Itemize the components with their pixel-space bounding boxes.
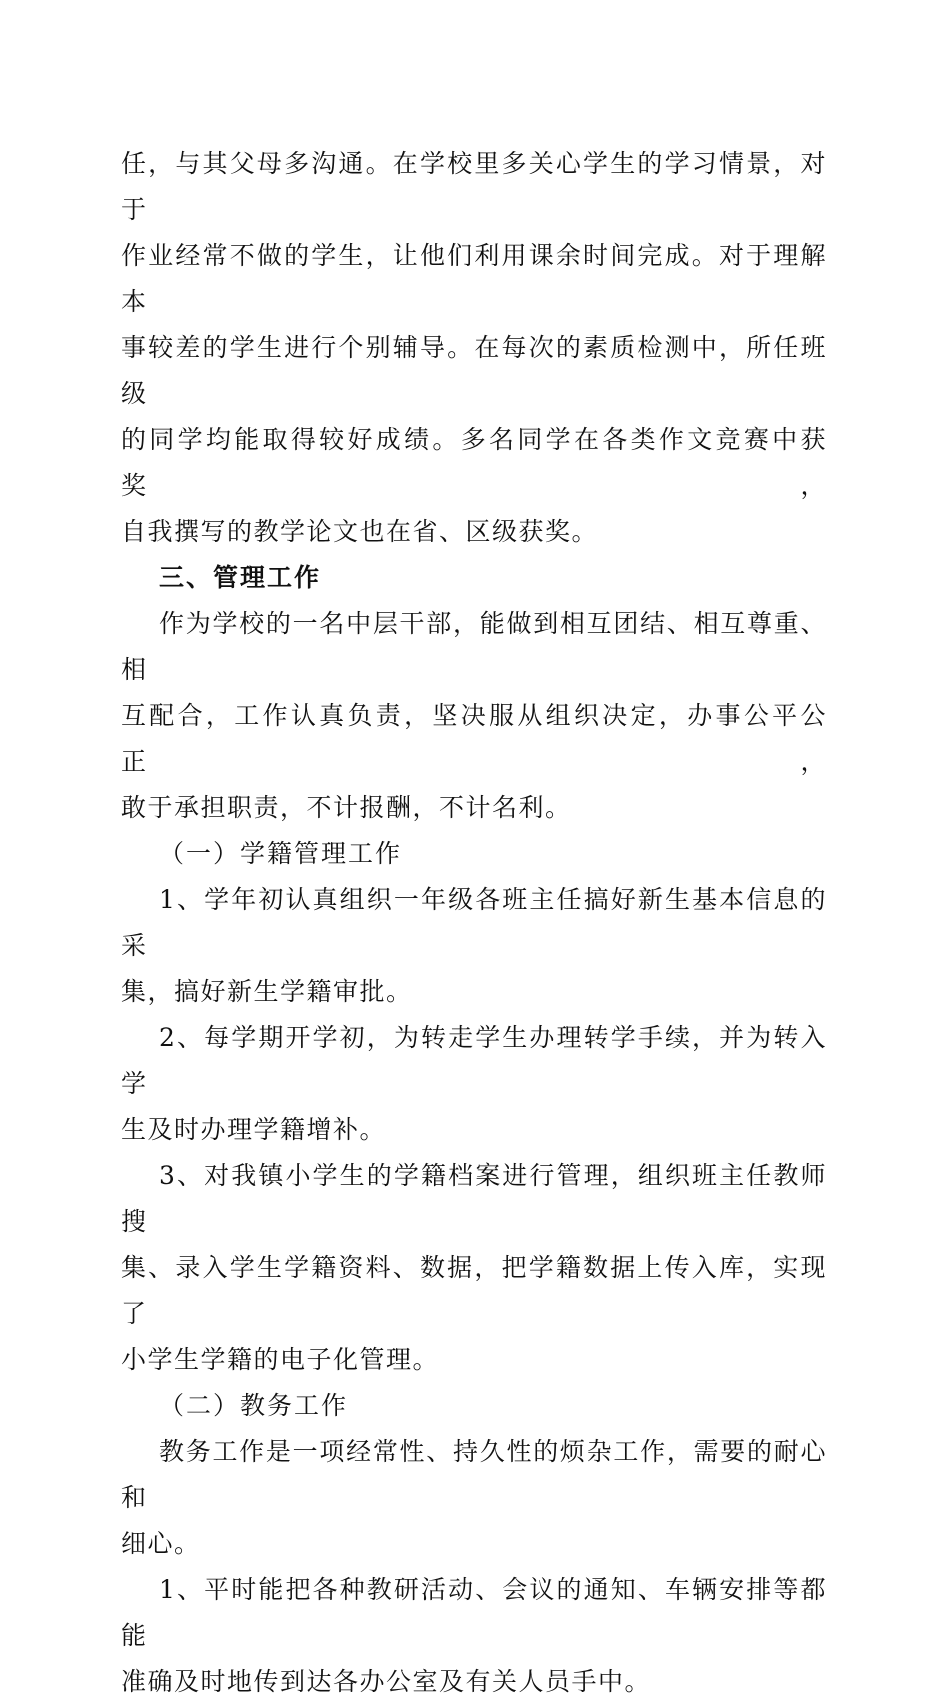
paragraph-enrollment-1: [121, 877, 827, 1015]
text-line: 集、录入学生学籍资料、数据，把学籍数据上传入库，实现了: [121, 1253, 827, 1328]
text-line: 事较差的学生进行个别辅导。在每次的素质检测中，所任班级: [121, 333, 827, 408]
text-line: 作为学校的一名中层干部，能做到相互团结、相互尊重、相: [121, 609, 827, 684]
subheading-enrollment: （一）学籍管理工作: [159, 839, 403, 868]
text-line: 细心。: [121, 1529, 201, 1558]
text-line: 自我撰写的教学论文也在省、区级获奖。: [121, 517, 599, 546]
section-heading-management: 三、管理工作: [159, 563, 322, 592]
text-line: 准确及时地传到达各办公室及有关人员手中。: [121, 1667, 652, 1696]
text-line: 3、对我镇小学生的学籍档案进行管理，组织班主任教师搜: [121, 1161, 827, 1236]
paragraph-continued: [121, 141, 827, 555]
paragraph-academic-intro: [121, 1429, 827, 1567]
subheading-academic-affairs: （二）教务工作: [159, 1391, 349, 1420]
paragraph-academic-1: [121, 1567, 827, 1705]
text-line: 生及时办理学籍增补。: [121, 1115, 387, 1144]
text-line: 敢于承担职责，不计报酬，不计名利。: [121, 793, 572, 822]
text-line: 作业经常不做的学生，让他们利用课余时间完成。对于理解本: [121, 241, 827, 316]
text-line: 1、平时能把各种教研活动、会议的通知、车辆安排等都能: [121, 1575, 827, 1650]
text-line: 任，与其父母多沟通。在学校里多关心学生的学习情景，对于: [121, 149, 827, 224]
text-line: 互配合，工作认真负责，坚决服从组织决定，办事公平公正，: [121, 701, 827, 776]
paragraph-enrollment-3: [121, 1153, 827, 1383]
paragraph-management-intro: [121, 601, 827, 831]
text-line: 小学生学籍的电子化管理。: [121, 1345, 440, 1374]
document-body: [121, 141, 827, 1705]
paragraph-enrollment-2: [121, 1015, 827, 1153]
text-line: 集，搞好新生学籍审批。: [121, 977, 413, 1006]
text-line: 2、每学期开学初，为转走学生办理转学手续，并为转入学: [121, 1023, 827, 1098]
text-line: 1、学年初认真组织一年级各班主任搞好新生基本信息的采: [121, 885, 827, 960]
text-line: 的同学均能取得较好成绩。多名同学在各类作文竞赛中获奖，: [121, 425, 827, 500]
text-line: 教务工作是一项经常性、持久性的烦杂工作，需要的耐心和: [121, 1437, 827, 1512]
